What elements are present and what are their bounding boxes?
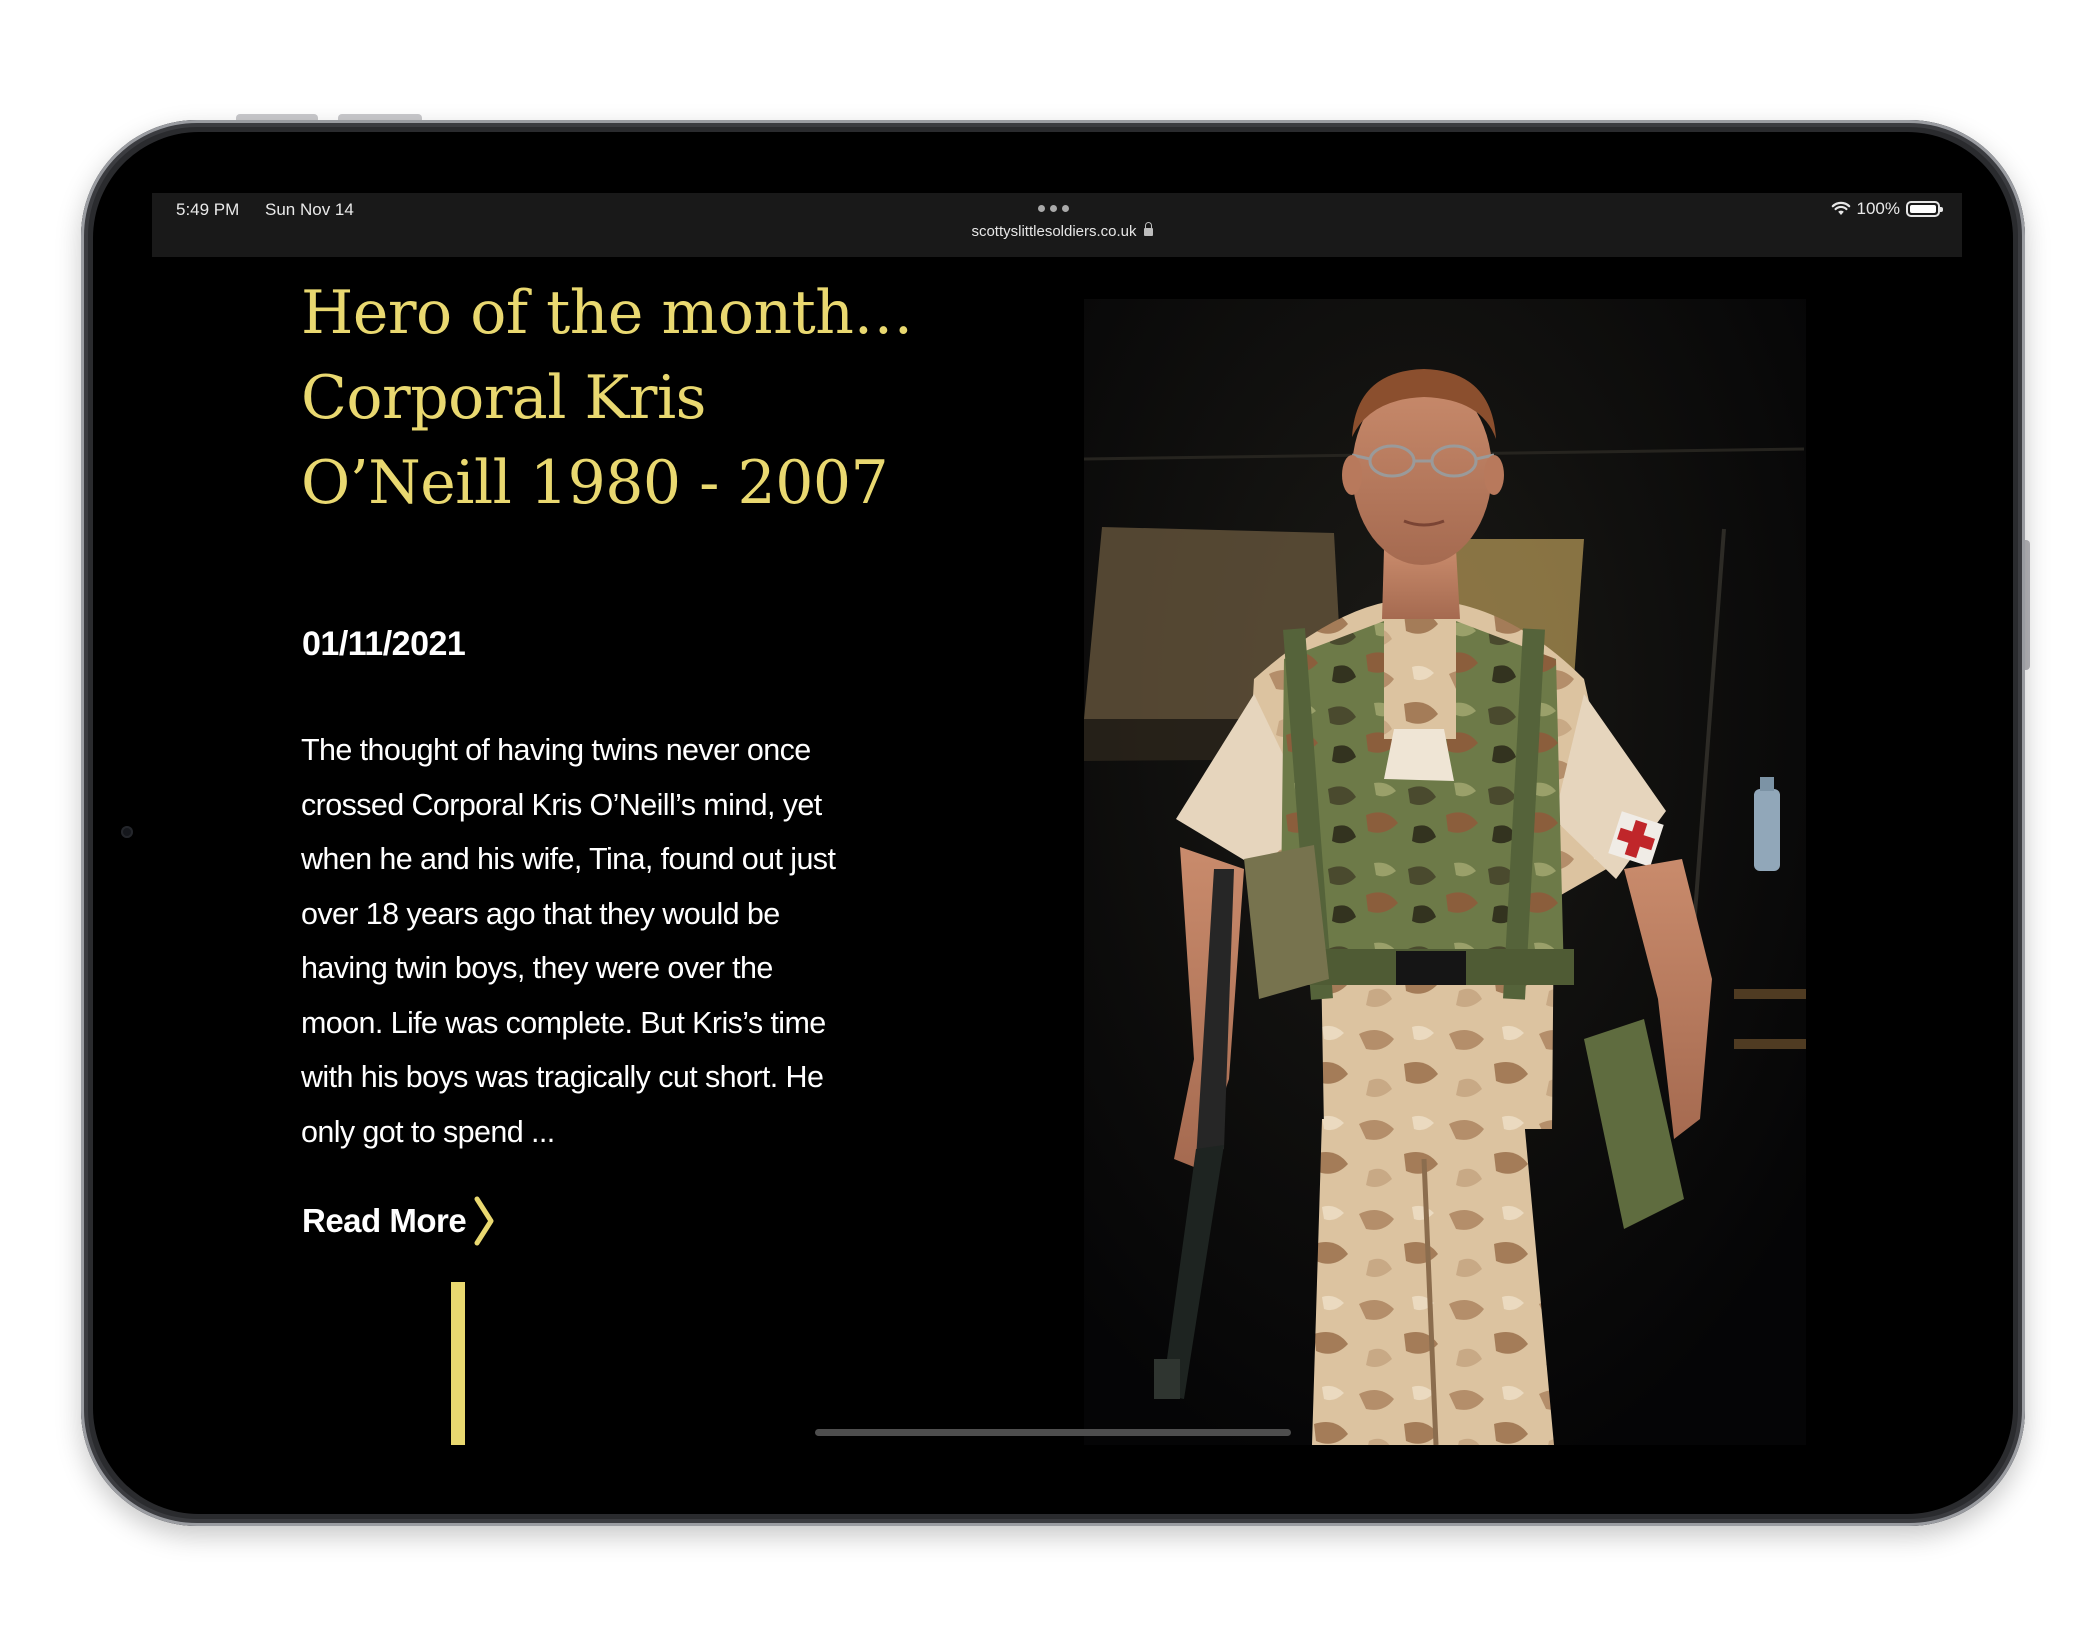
dot [1062, 205, 1069, 212]
title-line: Corporal Kris [301, 363, 706, 433]
status-date: Sun Nov 14 [265, 200, 354, 219]
dot [1050, 205, 1057, 212]
status-bar [152, 193, 1962, 257]
title-line: Hero of the month… [301, 278, 913, 348]
excerpt-line: crossed Corporal Kris O’Neill’s mind, yet [301, 787, 822, 822]
title-line: O’Neill 1980 - 2007 [301, 448, 889, 518]
excerpt-line: moon. Life was complete. But Kris’s time [301, 1005, 826, 1040]
article-date: 01/11/2021 [302, 625, 466, 663]
article-excerpt [301, 723, 941, 1159]
battery-percent: 100% [1856, 199, 1900, 218]
excerpt-line: having twin boys, they were over the [301, 951, 773, 985]
excerpt-line: when he and his wife, Tina, found out just [301, 842, 836, 876]
chevron-right-icon [474, 1196, 496, 1246]
read-more-label: Read More [302, 1202, 467, 1239]
hero-photo [1084, 299, 1806, 1445]
battery-fill [1910, 205, 1936, 213]
accent-line [451, 1282, 465, 1445]
article-title [301, 271, 961, 526]
screen [152, 193, 1962, 1456]
excerpt-line: The thought of having twins never once [301, 733, 811, 767]
excerpt-line: over 18 years ago that they would be [301, 896, 780, 931]
status-time: 5:49 PM [176, 200, 240, 219]
home-indicator[interactable] [815, 1429, 1291, 1436]
front-camera [121, 826, 133, 838]
soldier-portrait [1084, 299, 1806, 1445]
lock-icon [1144, 228, 1153, 236]
wifi-icon [1831, 201, 1851, 217]
more-dots-icon[interactable] [1038, 205, 1069, 212]
status-right [1831, 199, 1940, 219]
battery-icon [1906, 201, 1940, 217]
read-more-link[interactable] [302, 1196, 496, 1246]
address-bar[interactable] [852, 223, 1272, 240]
url-text: scottyslittlesoldiers.co.uk [971, 223, 1137, 240]
excerpt-line: with his boys was tragically cut short. He [301, 1060, 824, 1094]
dot [1038, 205, 1045, 212]
excerpt-line: only got to spend ... [301, 1114, 555, 1149]
